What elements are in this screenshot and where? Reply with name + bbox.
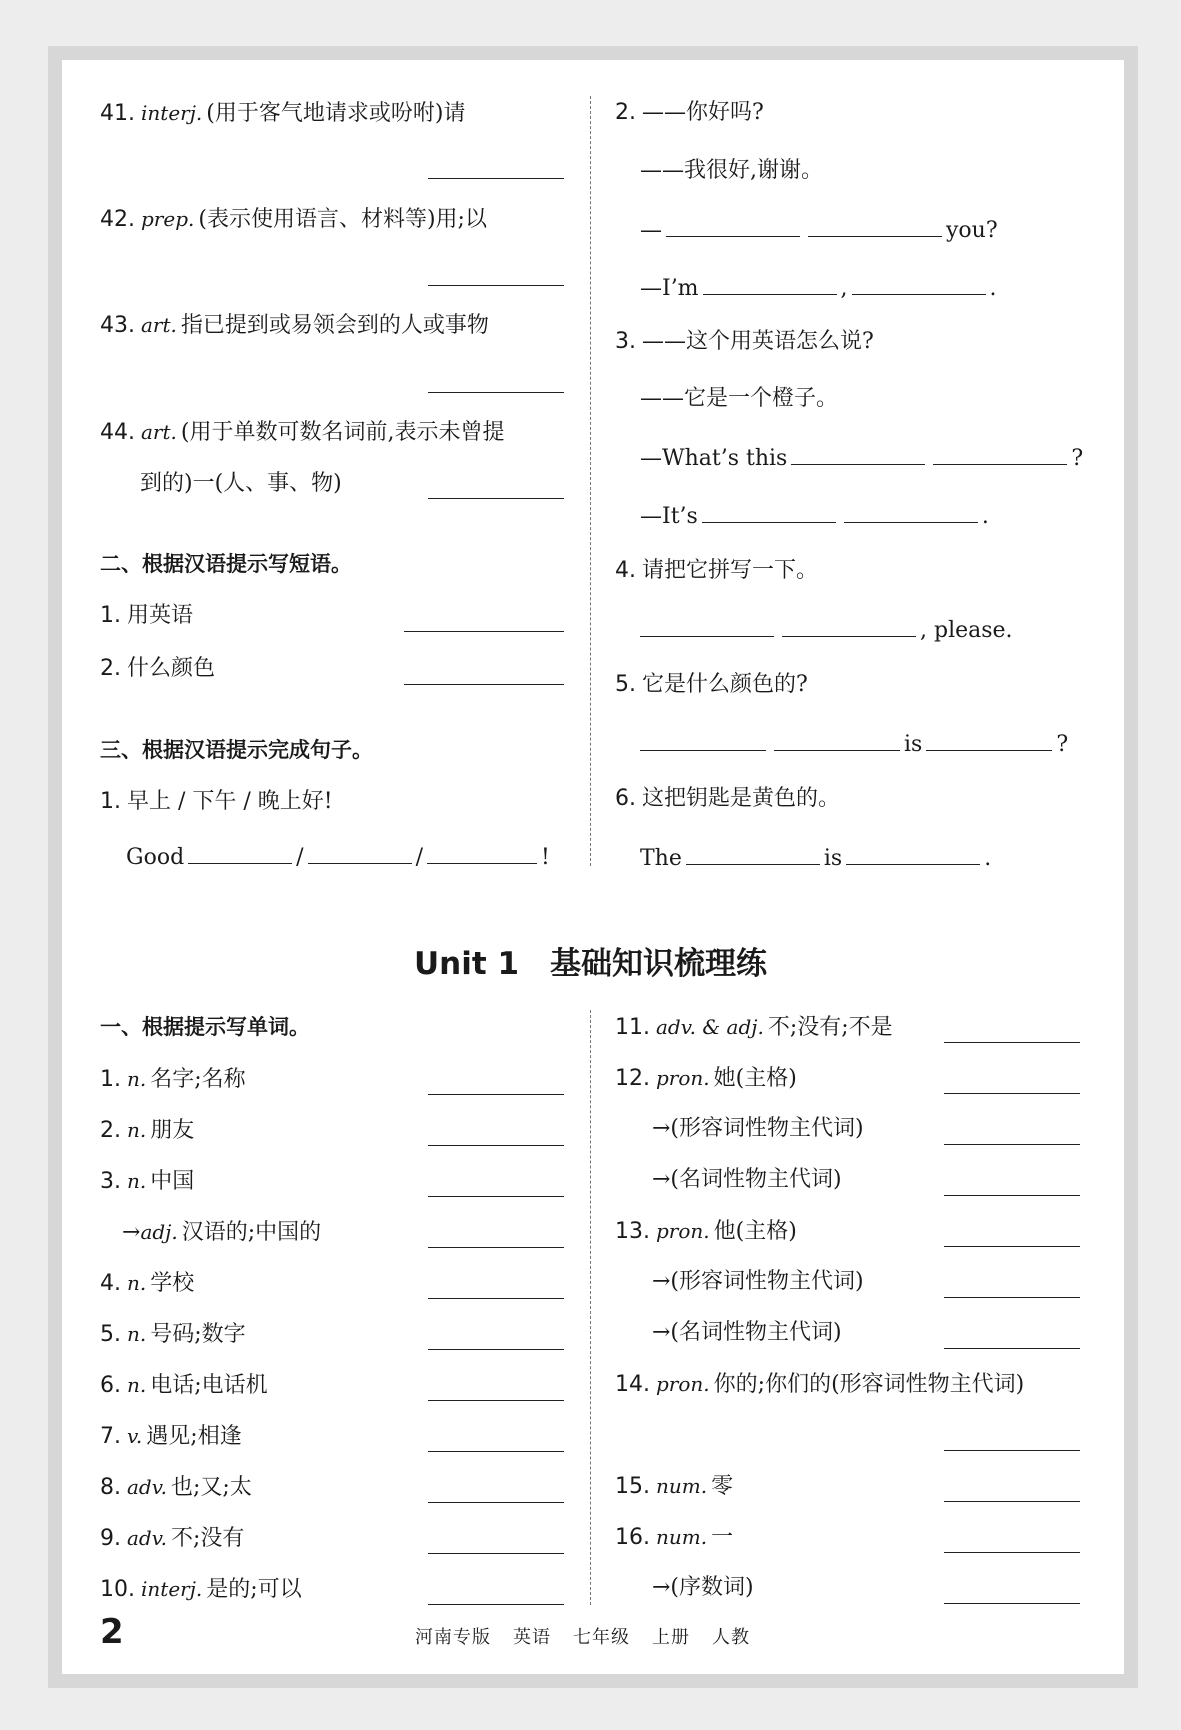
vocab-text: 学校	[150, 1271, 195, 1296]
vocab-num: 12.	[615, 1066, 650, 1091]
answer-blank[interactable]	[428, 1196, 564, 1197]
q5-blank-2[interactable]	[774, 728, 900, 751]
answer-blank[interactable]	[944, 1093, 1080, 1094]
vocab-text: 朋友	[150, 1118, 195, 1143]
answer-blank[interactable]	[428, 1451, 564, 1452]
vocab-text: 是的;可以	[206, 1577, 302, 1602]
vocab-pos: pron.	[656, 1219, 710, 1243]
vocab-num: 5.	[100, 1322, 121, 1347]
answer-blank[interactable]	[428, 1553, 564, 1554]
section-3-heading: 三、根据汉语提示完成句子。	[100, 738, 373, 762]
vocab-pos: adv.	[127, 1526, 168, 1550]
vocab-num: 8.	[100, 1475, 121, 1500]
q6-zh: 6. 这把钥匙是黄色的。	[615, 786, 841, 811]
q3-blank-3[interactable]	[702, 500, 836, 523]
page-number: 2	[100, 1612, 124, 1652]
q2-blank-3[interactable]	[703, 272, 837, 295]
vocab-num: 9.	[100, 1526, 121, 1551]
answer-blank[interactable]	[944, 1552, 1080, 1553]
footer-grade: 七年级	[573, 1627, 630, 1648]
vocab-text: →(名词性物主代词)	[652, 1167, 842, 1192]
vocab-pos: adv. & adj.	[656, 1015, 764, 1039]
answer-blank[interactable]	[428, 1298, 564, 1299]
answer-blank-44[interactable]	[428, 498, 564, 499]
vocab-num: 2.	[100, 1118, 121, 1143]
vocab-num: 15.	[615, 1474, 650, 1499]
vocab-text: 遇见;相逢	[146, 1424, 242, 1449]
answer-blank[interactable]	[428, 1094, 564, 1095]
sentence-item-1-answer: Good / / !	[126, 841, 550, 873]
vocab-item	[615, 1522, 733, 1553]
vocab-item	[122, 1217, 321, 1248]
q3-blank-4[interactable]	[844, 500, 978, 523]
vocab-item	[652, 1114, 864, 1144]
vocab-pos: n.	[127, 1118, 147, 1142]
q2-zh2: ——我很好,谢谢。	[640, 158, 823, 183]
q6-blank-2[interactable]	[846, 842, 980, 865]
q4-en: , please.	[640, 614, 1013, 646]
q6-en: The is .	[640, 842, 991, 874]
phrase-blank-1[interactable]	[404, 631, 564, 632]
vocab-text: 零	[711, 1474, 734, 1499]
vocab-text: 你的;你们的(形容词性物主代词)	[713, 1372, 1025, 1397]
vocab-item	[100, 1574, 302, 1605]
vocab-pos: n.	[127, 1373, 147, 1397]
answer-blank-43[interactable]	[428, 392, 564, 393]
blank-afternoon[interactable]	[308, 841, 412, 864]
vocab-item	[100, 1370, 268, 1401]
vocab-text: →(形容词性物主代词)	[652, 1269, 864, 1294]
vocab-pos: num.	[656, 1525, 708, 1549]
footer-edition: 河南专版	[415, 1627, 491, 1648]
vocab-item	[652, 1573, 754, 1603]
answer-blank[interactable]	[944, 1501, 1080, 1502]
q2-blank-1[interactable]	[666, 214, 800, 237]
vocab-num: →	[122, 1220, 141, 1245]
answer-blank[interactable]	[944, 1195, 1080, 1196]
q3-blank-2[interactable]	[933, 442, 1067, 465]
vocab-item	[100, 1268, 194, 1299]
vocab-item	[615, 1012, 893, 1043]
answer-blank[interactable]	[428, 1604, 564, 1605]
answer-blank[interactable]	[428, 1247, 564, 1248]
vocab-item	[652, 1267, 864, 1297]
vocab-text: 也;又;太	[171, 1475, 252, 1500]
vocab-pos: v.	[127, 1424, 143, 1448]
vocab-pos: n.	[127, 1271, 147, 1295]
vocab-num: 3.	[100, 1169, 121, 1194]
unit-title: Unit 1 基础知识梳理练	[413, 946, 768, 982]
vocab-text: 他(主格)	[713, 1219, 797, 1244]
q3-blank-1[interactable]	[791, 442, 925, 465]
answer-blank[interactable]	[944, 1246, 1080, 1247]
vocab-text: 不;没有	[171, 1526, 245, 1551]
vocab-num: 7.	[100, 1424, 121, 1449]
answer-blank[interactable]	[428, 1502, 564, 1503]
vocab-text: →(序数词)	[652, 1575, 754, 1600]
q6-blank-1[interactable]	[686, 842, 820, 865]
q3-en2: —It’s .	[640, 500, 989, 532]
vocab-pos: pron.	[656, 1372, 710, 1396]
footer-publisher: 人教	[712, 1627, 750, 1648]
answer-blank[interactable]	[428, 1145, 564, 1146]
vocab-num: 10.	[100, 1577, 135, 1602]
q4-blank-2[interactable]	[782, 614, 916, 637]
vocab-item	[100, 1166, 194, 1197]
vocab-text: 不;没有;不是	[767, 1015, 893, 1040]
answer-blank[interactable]	[428, 1400, 564, 1401]
footer	[415, 1623, 772, 1649]
vocab-pos: pron.	[656, 1066, 710, 1090]
vocab-text: →(名词性物主代词)	[652, 1320, 842, 1345]
vocab-item	[652, 1165, 842, 1195]
column-divider-bottom	[590, 1010, 591, 1605]
vocab-item-44-cont: 到的)一(人、事、物)	[140, 471, 342, 496]
answer-blank-42[interactable]	[428, 285, 564, 286]
vocab-item	[100, 1421, 242, 1452]
vocab-text: 号码;数字	[150, 1322, 246, 1347]
q2-en1: — you?	[640, 214, 998, 246]
vocab-text: 她(主格)	[713, 1066, 797, 1091]
vocab-item	[615, 1471, 733, 1502]
answer-blank[interactable]	[944, 1297, 1080, 1298]
sentence-item-1: 1. 早上 / 下午 / 晚上好!	[100, 789, 333, 814]
vocab-num: 4.	[100, 1271, 121, 1296]
vocab-item-42: 42. prep. (表示使用语言、材料等)用;以	[100, 207, 487, 232]
q4-zh: 4. 请把它拼写一下。	[615, 558, 819, 583]
q5-blank-1[interactable]	[640, 728, 766, 751]
section-2-heading: 二、根据汉语提示写短语。	[100, 552, 352, 576]
vocab-item	[652, 1318, 842, 1348]
vocab-item	[100, 1319, 246, 1350]
vocab-item	[100, 1523, 244, 1554]
vocab-text: 名字;名称	[150, 1067, 246, 1092]
vocab-item	[100, 1472, 252, 1503]
blank-morning[interactable]	[188, 841, 292, 864]
q3-en1: —What’s this ?	[640, 442, 1083, 474]
vocab-pos: n.	[127, 1322, 147, 1346]
q5-blank-3[interactable]	[926, 728, 1052, 751]
vocab-text: →(形容词性物主代词)	[652, 1116, 864, 1141]
vocab-item	[100, 1115, 194, 1146]
q4-blank-1[interactable]	[640, 614, 774, 637]
vocab-item	[615, 1369, 1024, 1400]
q5-zh: 5. 它是什么颜色的?	[615, 672, 808, 697]
answer-blank[interactable]	[944, 1042, 1080, 1043]
vocab-pos: interj.	[141, 1577, 203, 1601]
answer-blank[interactable]	[944, 1144, 1080, 1145]
answer-blank[interactable]	[944, 1603, 1080, 1604]
vocab-pos: n.	[127, 1067, 147, 1091]
vocab-num: 1.	[100, 1067, 121, 1092]
phrase-blank-2[interactable]	[404, 684, 564, 685]
q5-en: is ?	[640, 728, 1068, 760]
vocab-item	[615, 1216, 797, 1247]
vocab-pos: adv.	[127, 1475, 168, 1499]
vocab-pos: num.	[656, 1474, 708, 1498]
section-1-heading: 一、根据提示写单词。	[100, 1015, 310, 1039]
column-divider-top	[590, 96, 591, 866]
q3-zh2: ——它是一个橙子。	[640, 386, 839, 411]
phrase-item-2: 2. 什么颜色	[100, 656, 216, 681]
vocab-text: 一	[711, 1525, 734, 1550]
q2-en2: —I’m , .	[640, 272, 997, 304]
vocab-text: 汉语的;中国的	[181, 1220, 322, 1245]
vocab-num: 16.	[615, 1525, 650, 1550]
vocab-num: 6.	[100, 1373, 121, 1398]
vocab-num: 11.	[615, 1015, 650, 1040]
footer-volume: 上册	[652, 1627, 690, 1648]
footer-subject: 英语	[513, 1627, 551, 1648]
q2-blank-2[interactable]	[808, 214, 942, 237]
vocab-item-41: 41. interj. (用于客气地请求或吩咐)请	[100, 101, 466, 126]
q2-blank-4[interactable]	[852, 272, 986, 295]
vocab-item-43: 43. art. 指已提到或易领会到的人或事物	[100, 313, 489, 338]
vocab-pos: adj.	[140, 1220, 178, 1244]
answer-blank[interactable]	[944, 1348, 1080, 1349]
vocab-item	[100, 1064, 246, 1095]
vocab-item-44: 44. art. (用于单数可数名词前,表示未曾提	[100, 420, 505, 445]
vocab-num: 14.	[615, 1372, 650, 1397]
vocab-pos: n.	[127, 1169, 147, 1193]
phrase-item-1: 1. 用英语	[100, 603, 194, 628]
answer-blank[interactable]	[944, 1450, 1080, 1451]
q3-zh1: 3. ——这个用英语怎么说?	[615, 329, 874, 354]
answer-blank[interactable]	[428, 1349, 564, 1350]
blank-evening[interactable]	[427, 841, 537, 864]
q2-zh1: 2. ——你好吗?	[615, 100, 764, 125]
answer-blank-41[interactable]	[428, 178, 564, 179]
vocab-text: 电话;电话机	[150, 1373, 268, 1398]
vocab-text: 中国	[150, 1169, 195, 1194]
vocab-item	[615, 1063, 797, 1094]
vocab-num: 13.	[615, 1219, 650, 1244]
